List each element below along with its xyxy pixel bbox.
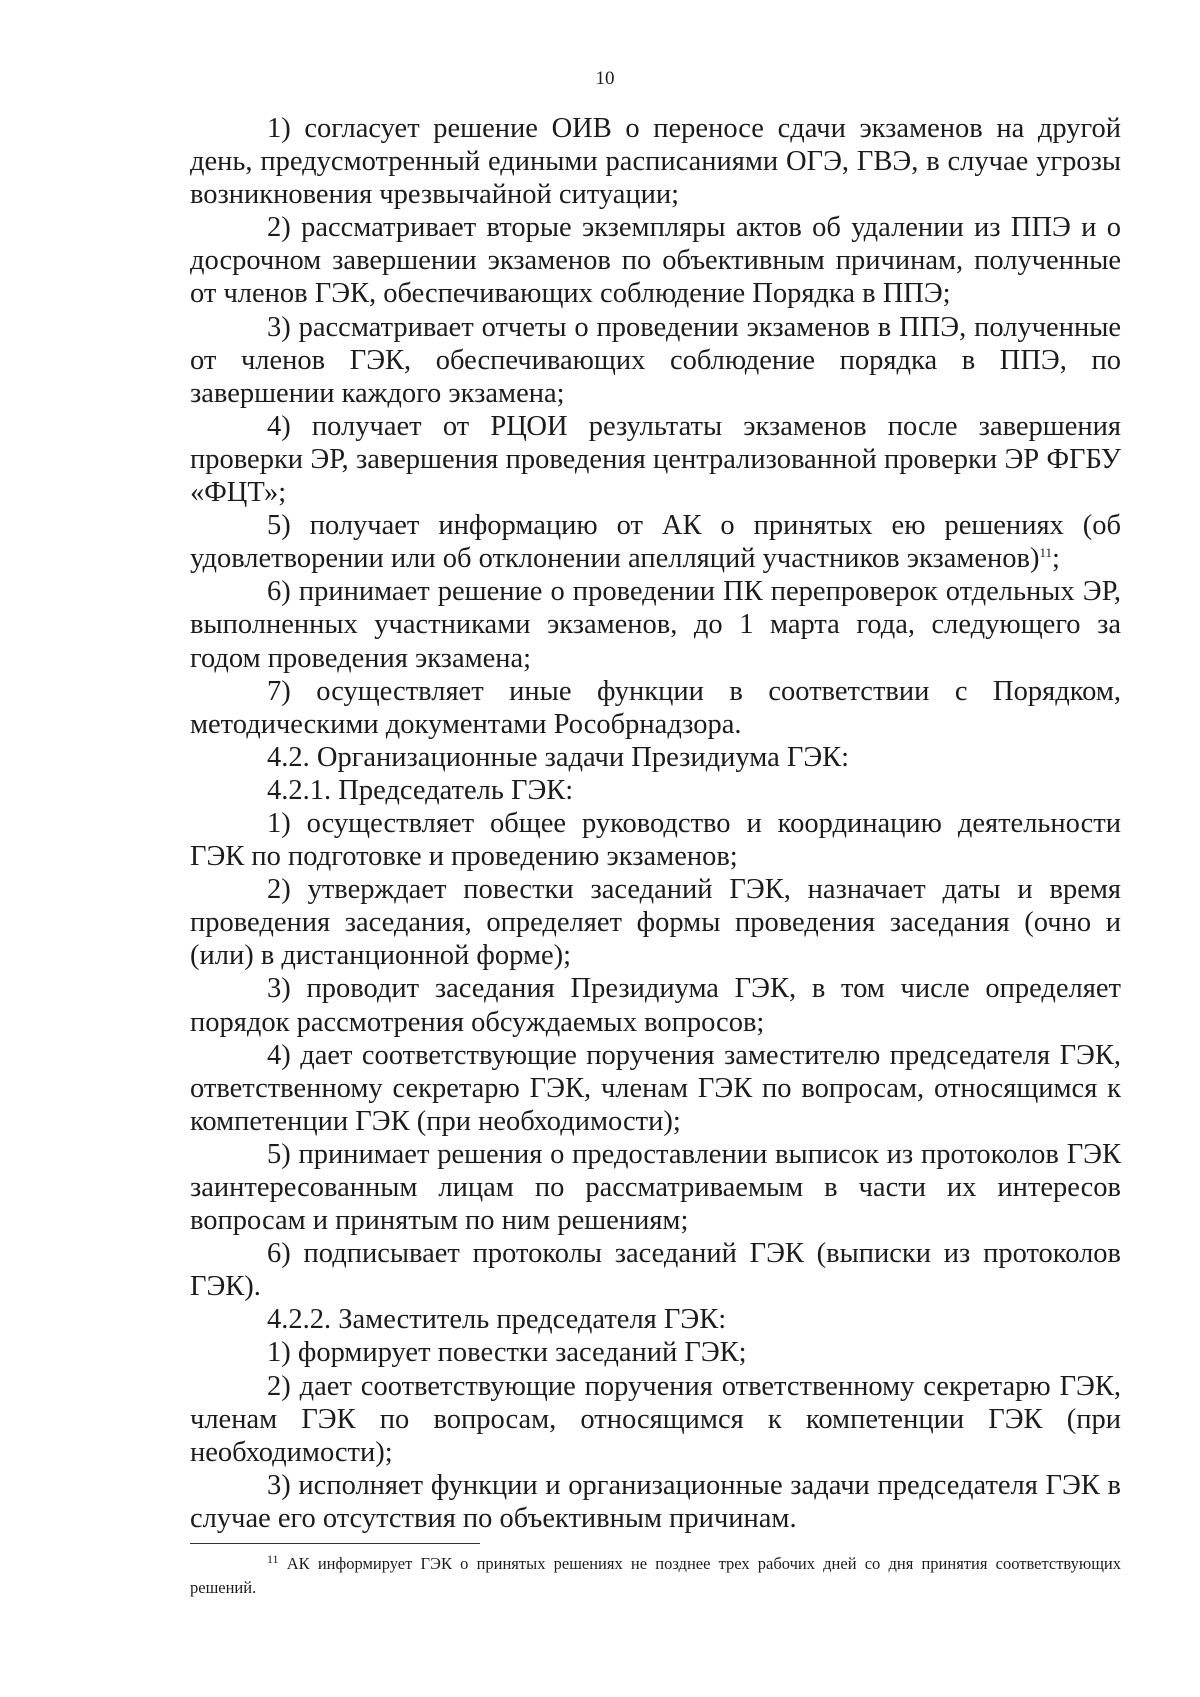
paragraph-osn-6: 6) принимает решение о проведении ПК перепроверок отдельных ЭР, выполненных участниками экзаменов, до 1 марта года, следующего за годом проведения экзамена; bbox=[190, 576, 1121, 674]
paragraph-deputy-2: 2) дает соответствующие поручения ответственному секретарю ГЭК, членам ГЭК по вопросам, относящимся к компетенции ГЭК (при необходимости); bbox=[190, 1370, 1121, 1468]
paragraph-osn-4: 4) получает от РЦОИ результаты экзаменов после завершения проверки ЭР, завершения проведения централизованной проверки ЭР ФГБУ «ФЦТ»; bbox=[190, 410, 1121, 509]
paragraph-chair-5: 5) принимает решения о предоставлении выписок из протоколов ГЭК заинтересованным лицам по рассматриваемым в части их интересов вопросам и принятым по ним решениям; bbox=[190, 1138, 1121, 1237]
paragraph-osn-5 bbox=[190, 509, 1121, 575]
paragraph-deputy-1: 1) формирует повестки заседаний ГЭК; bbox=[267, 1337, 747, 1369]
paragraph-osn-2: 2) рассматривает вторые экземпляры актов об удалении из ППЭ и о досрочном завершении экзаменов по объективным причинам, полученные от членов ГЭК, обеспечивающих соблюдение Порядка в ППЭ; bbox=[190, 212, 1121, 310]
section-heading-4-2-1: 4.2.1. Председатель ГЭК: bbox=[267, 774, 574, 806]
footnote-reference[interactable]: 11 bbox=[1039, 545, 1053, 561]
paragraph-chair-4: 4) дает соответствующие поручения заместителю председателя ГЭК, ответственному секретарю ГЭК, членам ГЭК по вопросам, относящимся к компетенции ГЭК (при необходимости); bbox=[190, 1039, 1121, 1137]
paragraph-osn-7: 7) осуществляет иные функции в соответствии с Порядком, методическими документами Рособрнадзора. bbox=[190, 675, 1121, 740]
paragraph-chair-3: 3) проводит заседания Президиума ГЭК, в том числе определяет порядок рассмотрения обсуждаемых вопросов; bbox=[190, 973, 1121, 1038]
page-number: 10 bbox=[595, 68, 615, 89]
footnote-separator bbox=[190, 1543, 480, 1544]
paragraph-chair-1: 1) осуществляет общее руководство и координацию деятельности ГЭК по подготовке и проведению экзаменов; bbox=[190, 807, 1121, 873]
paragraph-osn-3: 3) рассматривает отчеты о проведении экзаменов в ППЭ, полученные от членов ГЭК, обеспечивающих соблюдение порядка в ППЭ, по завершении каждого экзамена; bbox=[190, 311, 1121, 409]
paragraph-osn-1: 1) согласует решение ОИВ о переносе сдачи экзаменов на другой день, предусмотренный едиными расписаниями ОГЭ, ГВЭ, в случае угрозы возникновения чрезвычайной ситуации; bbox=[190, 113, 1121, 211]
section-heading-4-2: 4.2. Организационные задачи Президиума ГЭК: bbox=[267, 741, 850, 773]
paragraph-chair-6: 6) подписывает протоколы заседаний ГЭК (выписки из протоколов ГЭК). bbox=[190, 1238, 1121, 1303]
paragraph-chair-2: 2) утверждает повестки заседаний ГЭК, назначает даты и время проведения заседания, определяет формы проведения заседания (очно и (или) в дистанционной форме); bbox=[190, 874, 1121, 972]
footnote-mark: 11 bbox=[267, 1552, 279, 1566]
footnote-text: АК информирует ГЭК о принятых решениях не позднее трех рабочих дней со дня принятия соответствующих решений. bbox=[190, 1554, 1121, 1597]
paragraph-deputy-3: 3) исполняет функции и организационные задачи председателя ГЭК в случае его отсутствия по объективным причинам. bbox=[190, 1469, 1121, 1534]
document-body bbox=[190, 112, 1121, 1535]
footnote bbox=[190, 1552, 1121, 1600]
section-heading-4-2-2: 4.2.2. Заместитель председателя ГЭК: bbox=[267, 1304, 727, 1336]
paragraph-osn-5-tail: ; bbox=[1052, 543, 1060, 575]
paragraph-osn-5-text: 5) получает информацию от АК о принятых ею решениях (об удовлетворении или об отклонении апелляций участников экзаменов) bbox=[190, 510, 1121, 575]
